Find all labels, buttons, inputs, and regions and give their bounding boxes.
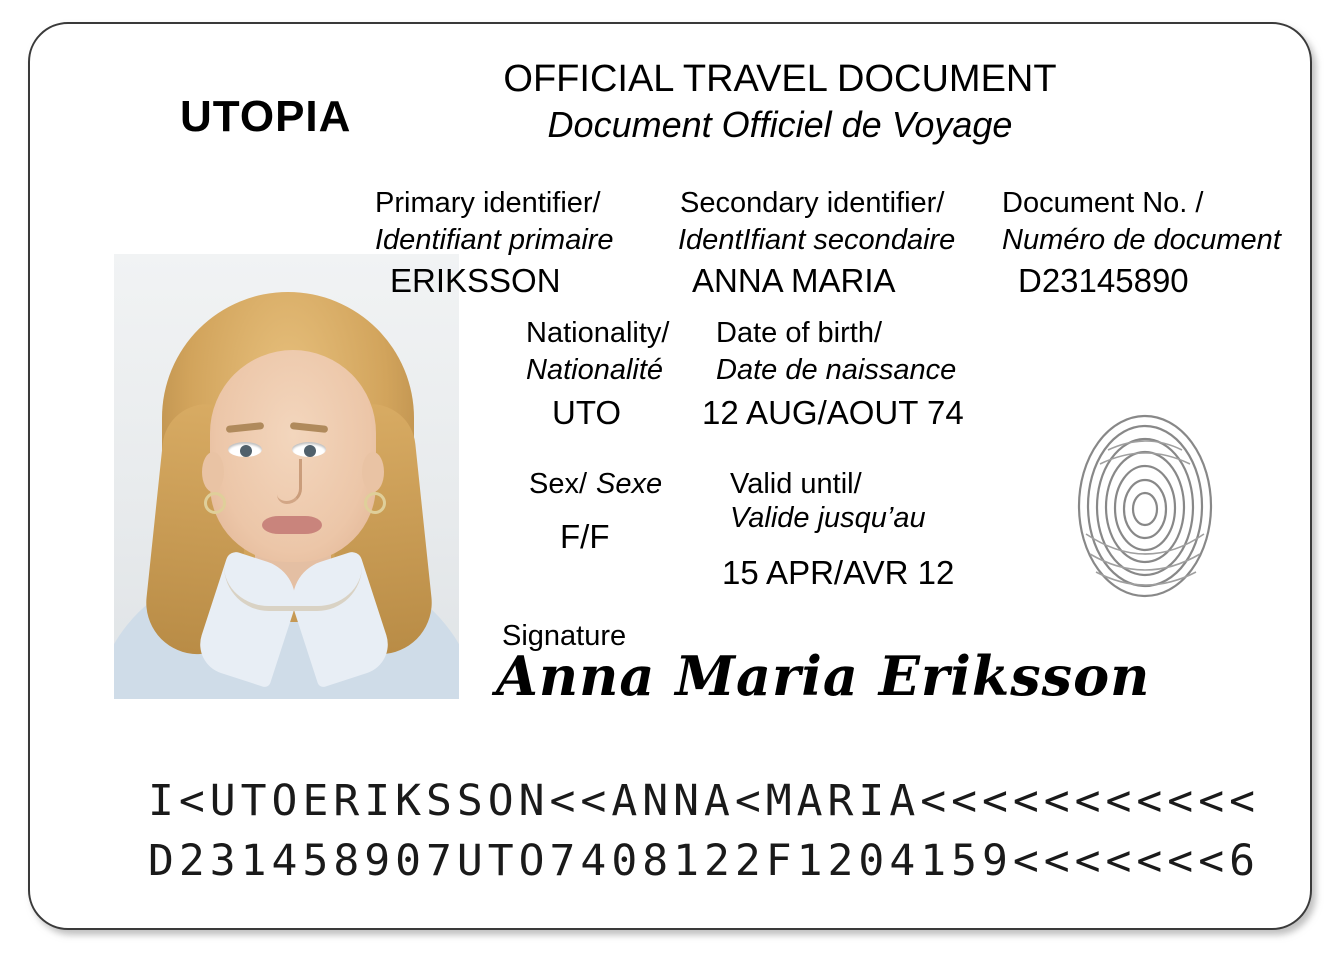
secondary-identifier-value: ANNA MARIA: [692, 262, 896, 299]
secondary-identifier-label-en: Secondary identifier/: [680, 187, 945, 219]
document-title-french: Document Officiel de Voyage: [547, 104, 1013, 145]
country-name: UTOPIA: [180, 92, 352, 141]
sex-label-en: Sex/: [529, 468, 588, 500]
photo-mouth: [262, 516, 322, 534]
valid-until-value: 15 APR/AVR 12: [722, 554, 955, 591]
secondary-identifier-label-fr: IdentIfiant secondaire: [678, 224, 956, 256]
sex-value: F/F: [560, 518, 610, 555]
primary-identifier-label-en: Primary identifier/: [375, 187, 601, 219]
photo-earring-left: [204, 492, 226, 514]
photo-nose: [277, 459, 302, 504]
fingerprint-icon: [1070, 414, 1220, 604]
valid-until-label-en: Valid until/: [730, 468, 862, 500]
signature-value: Anna Maria Eriksson: [496, 644, 1151, 708]
date-of-birth-label-fr: Date de naissance: [716, 354, 957, 386]
primary-identifier-value: ERIKSSON: [390, 262, 561, 299]
document-number-label-fr: Numéro de document: [1002, 224, 1281, 256]
signature-label: Signature: [502, 620, 627, 652]
nationality-label-en: Nationality/: [526, 317, 670, 349]
document-number-value: D23145890: [1018, 262, 1189, 299]
photo-earring-right: [364, 492, 386, 514]
valid-until-label-fr: Valide jusqu’au: [730, 502, 926, 534]
travel-document-card: [28, 22, 1312, 930]
photo-ear-right: [362, 452, 384, 492]
nationality-label-fr: Nationalité: [526, 354, 664, 386]
mrz-line-2: D231458907UTO7408122F1204159<<<<<<<6: [148, 836, 1260, 886]
photo-pupil-right: [304, 445, 316, 457]
date-of-birth-value: 12 AUG/AOUT 74: [702, 394, 964, 431]
photo-pupil-left: [240, 445, 252, 457]
date-of-birth-label-en: Date of birth/: [716, 317, 883, 349]
document-number-label-en: Document No. /: [1002, 187, 1204, 219]
primary-identifier-label-fr: Identifiant primaire: [375, 224, 614, 256]
passport-photo: [114, 254, 459, 699]
photo-ear-left: [202, 452, 224, 492]
sex-label-fr: Sexe: [596, 468, 663, 500]
mrz-line-1: I<UTOERIKSSON<<ANNA<MARIA<<<<<<<<<<<: [148, 776, 1260, 826]
document-title-english: OFFICIAL TRAVEL DOCUMENT: [503, 58, 1057, 100]
nationality-value: UTO: [552, 394, 622, 431]
